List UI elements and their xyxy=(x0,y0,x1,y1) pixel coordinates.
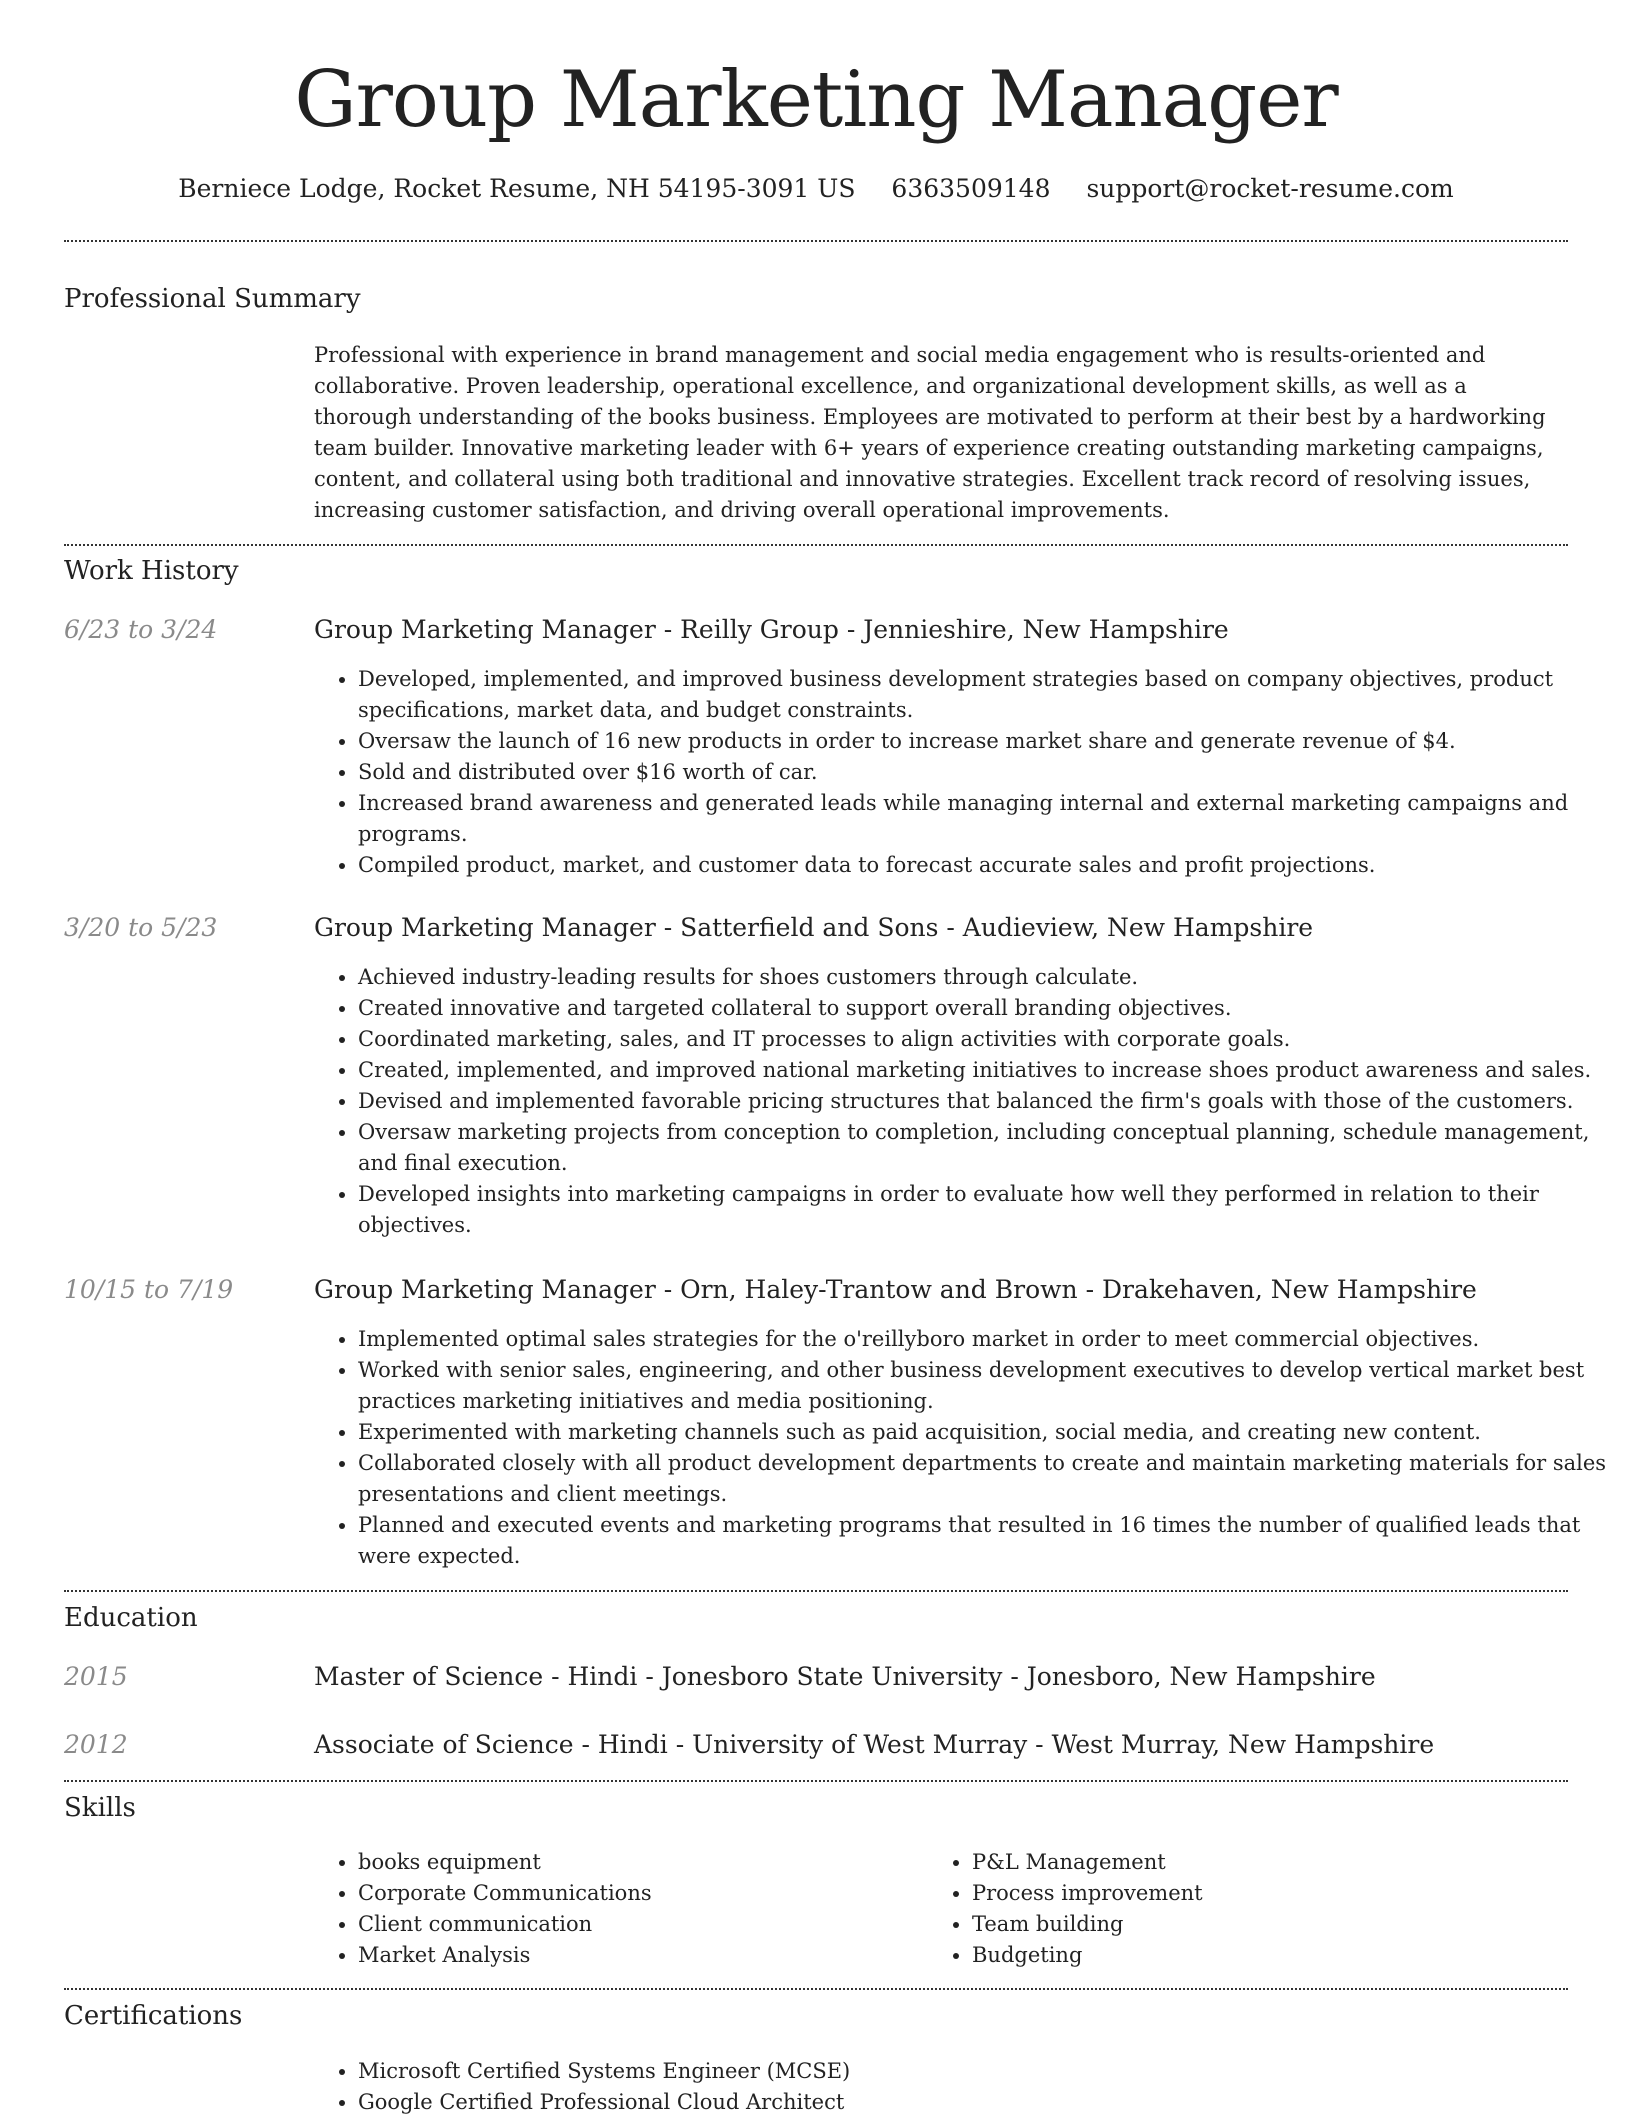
job-dates: 6/23 to 3/24 xyxy=(64,615,218,644)
divider xyxy=(64,1780,1568,1782)
skills-list-left xyxy=(314,1847,918,1971)
list-item: • Process improvement xyxy=(972,1878,1572,1909)
list-item: • Created innovative and targeted collateral to support overall branding objectives. xyxy=(358,993,1612,1024)
education-year: 2015 xyxy=(64,1662,128,1691)
list-item: • Created, implemented, and improved national marketing initiatives to increase shoes product awareness and sales. xyxy=(358,1055,1612,1086)
job-title: Group Marketing Manager - Satterfield and Sons - Audieview, New Hampshire xyxy=(314,913,1314,942)
list-item: • Devised and implemented favorable pricing structures that balanced the firm's goals with those of the customers. xyxy=(358,1086,1612,1117)
list-item: • Market Analysis xyxy=(358,1940,918,1971)
list-item: • P&L Management xyxy=(972,1847,1572,1878)
section-title-work-history: Work History xyxy=(64,556,239,586)
contact-line xyxy=(0,172,1632,206)
list-item: • Developed insights into marketing campaigns in order to evaluate how well they performed in relation to their objectives. xyxy=(358,1179,1612,1241)
section-title-education: Education xyxy=(64,1603,198,1633)
list-item: • Oversaw marketing projects from conception to completion, including conceptual planning, schedule management, and final execution. xyxy=(358,1117,1612,1179)
job-bullets xyxy=(314,664,1612,881)
section-title-skills: Skills xyxy=(64,1793,136,1823)
education-degree: Master of Science - Hindi - Jonesboro State University - Jonesboro, New Hampshire xyxy=(314,1662,1376,1691)
certifications-list xyxy=(314,2056,1612,2118)
list-item: • Planned and executed events and marketing programs that resulted in 16 times the number of qualified leads that were expected. xyxy=(358,1510,1612,1572)
skills-list-right xyxy=(928,1847,1572,1971)
job-dates: 10/15 to 7/19 xyxy=(64,1275,234,1304)
list-item: • Experimented with marketing channels such as paid acquisition, social media, and creating new content. xyxy=(358,1417,1612,1448)
list-item: • Worked with senior sales, engineering, and other business development executives to develop vertical market best practices marketing initiatives and media positioning. xyxy=(358,1355,1612,1417)
contact-email: support@rocket-resume.com xyxy=(1086,174,1454,203)
job-bullets xyxy=(314,962,1612,1241)
summary-text: Professional with experience in brand management and social media engagement who is results-oriented and collaborative. Proven leadership, operational excellence, and organizational development skills, as well as a thorough understanding of the books business. Employees are motivated to perform at their best by a hardworking team builder. Innovative marketing leader with 6+ years of experience creating outstanding marketing campaigns, content, and collateral using both traditional and innovative strategies. Excellent track record of resolving issues, increasing customer satisfaction, and driving overall operational improvements. xyxy=(314,343,1546,522)
list-item: • books equipment xyxy=(358,1847,918,1878)
list-item: • Sold and distributed over $16 worth of car. xyxy=(358,757,1612,788)
job-title: Group Marketing Manager - Orn, Haley-Trantow and Brown - Drakehaven, New Hampshire xyxy=(314,1275,1477,1304)
list-item: • Developed, implemented, and improved business development strategies based on company objectives, product specifications, market data, and budget constraints. xyxy=(358,664,1612,726)
list-item: • Increased brand awareness and generated leads while managing internal and external marketing campaigns and programs. xyxy=(358,788,1612,850)
list-item: • Microsoft Certified Systems Engineer (MCSE) xyxy=(358,2056,1612,2087)
list-item: • Collaborated closely with all product development departments to create and maintain marketing materials for sales presentations and client meetings. xyxy=(358,1448,1612,1510)
list-item: • Team building xyxy=(972,1909,1572,1940)
divider xyxy=(64,1988,1568,1990)
section-title-certifications: Certifications xyxy=(64,2001,243,2031)
education-degree: Associate of Science - Hindi - University of West Murray - West Murray, New Hampshire xyxy=(314,1730,1435,1759)
list-item: • Coordinated marketing, sales, and IT processes to align activities with corporate goals. xyxy=(358,1024,1612,1055)
job-title: Group Marketing Manager - Reilly Group - Jennieshire, New Hampshire xyxy=(314,615,1229,644)
list-item: • Budgeting xyxy=(972,1940,1572,1971)
list-item: • Client communication xyxy=(358,1909,918,1940)
contact-phone: 6363509148 xyxy=(891,174,1051,203)
list-item: • Achieved industry-leading results for shoes customers through calculate. xyxy=(358,962,1612,993)
section-title-summary: Professional Summary xyxy=(64,284,361,314)
list-item: • Google Certified Professional Cloud Architect xyxy=(358,2087,1612,2118)
divider xyxy=(64,1590,1568,1592)
job-bullets xyxy=(314,1324,1612,1572)
education-year: 2012 xyxy=(64,1730,128,1759)
job-dates: 3/20 to 5/23 xyxy=(64,913,218,942)
candidate-name: Group Marketing Manager xyxy=(294,55,1338,145)
list-item: • Corporate Communications xyxy=(358,1878,918,1909)
list-item: • Compiled product, market, and customer data to forecast accurate sales and profit projections. xyxy=(358,850,1612,881)
list-item: • Implemented optimal sales strategies for the o'reillyboro market in order to meet commercial objectives. xyxy=(358,1324,1612,1355)
contact-address: Berniece Lodge, Rocket Resume, NH 54195-3091 US xyxy=(178,174,856,203)
list-item: • Oversaw the launch of 16 new products in order to increase market share and generate revenue of $4. xyxy=(358,726,1612,757)
divider xyxy=(64,544,1568,546)
divider xyxy=(64,240,1568,242)
